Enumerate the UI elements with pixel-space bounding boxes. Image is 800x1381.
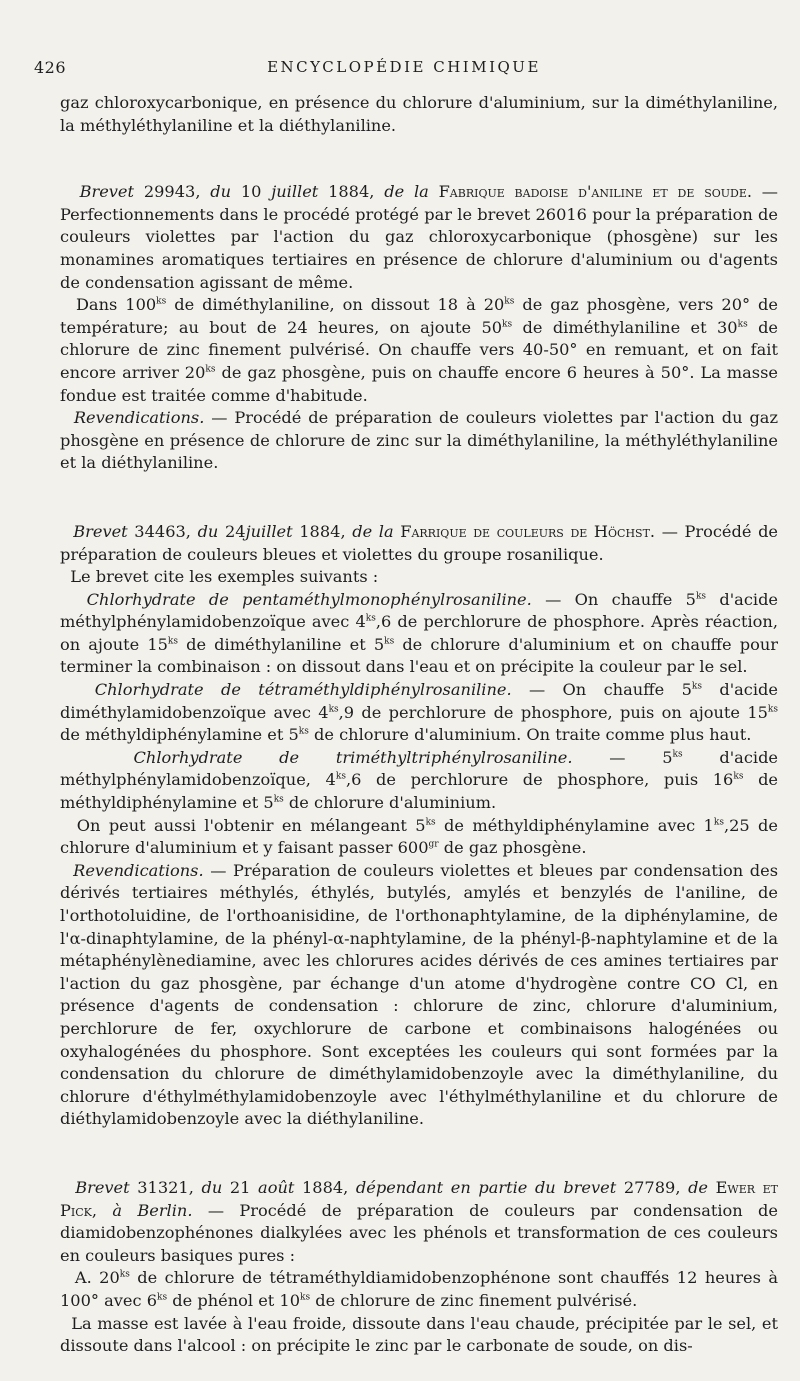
paragraph: A. $20^{ks}$ de chlorure de tétraméthyldiamidobenzophénone sont chauffés 12 heures à 100° avec $6^{ks}$ de phénol et $10^{ks}$ de chlorure de zinc finement pulvérisé. [60,1268,778,1310]
claims: Revendications. — Procédé de préparation de couleurs violettes par l'action du gaz phosgène en présence de chlorure de zinc sur la diméthylaniline, la méthyléthylaniline et la diéthylaniline. [60,408,778,473]
running-title: ENCYCLOPÉDIE CHIMIQUE [267,58,541,76]
patent-entry: Brevet 31321, du 21 août 1884, dépendant en partie du brevet 27789, de Ewer et Pick, à Berlin. — Procédé de préparation de couleurs par condensation de diamidobenzophénones dialkylées avec les phénols et transformation de ces couleurs en couleurs basiques pures : [60,1177,778,1265]
body-text [60,92,778,1358]
paragraph: On peut aussi l'obtenir en mélangeant $5^{ks}$ de méthyldiphénylamine avec $1^{ks},25$ de chlorure d'aluminium et y faisant passer $600^{gr}$ de gaz phosgène. [60,815,778,858]
claims: Revendications. — Préparation de couleurs violettes et bleues par condensation des dérivés tertiaires méthylés, éthylés, butylés, amylés et benzylés de l'aniline, de l'orthotoluidine, de l'orthoanisidine, de l'orthonaphtylamine, de la diphénylamine, de l'α-dinaphtylamine, de la phényl-α-naphtylamine, de la phényl-β-naphtylamine et de la métaphénylènediamine, avec les chlorures acides dérivés de ces amines tertiaires par l'action du gaz phosgène, par échange d'un atome d'hydrogène contre CO Cl, en présence d'agents de condensation : chlorure de zinc, chlorure d'aluminium, perchlorure de fer, oxychlorure de carbone et combinaisons halogénées ou oxyhalogénées du phosphore. Sont exceptées les couleurs qui sont formées par la condensation du chlorure de diméthylamidobenzoyle avec la diméthylaniline, du chlorure d'éthylméthylamidobenzoyle avec l'éthylméthylaniline et du chlorure de diéthylamidobenzoyle avec la diéthylaniline. [60,860,778,1129]
paragraph: gaz chloroxycarbonique, en présence du chlorure d'aluminium, sur la diméthylaniline, la méthyléthylaniline et la diéthylaniline. [60,93,778,135]
paragraph: Dans $100^{ks}$ de diméthylaniline, on dissout 18 à $20^{ks}$ de gaz phosgène, vers 20° de température; au bout de 24 heures, on ajoute $50^{ks}$ de diméthylaniline et $30^{ks}$ de chlorure de zinc finement pulvérisé. On chauffe vers 40-50° en remuant, et on fait encore arriver $20^{ks}$ de gaz phosgène, puis on chauffe encore 6 heures à 50°. La masse fondue est traitée comme d'habitude. [60,295,779,405]
paragraph: La masse est lavée à l'eau froide, dissoute dans l'eau chaude, précipitée par le sel, et dissoute dans l'alcool : on précipite le zinc par le carbonate de soude, on dis- [60,1313,778,1356]
example: Chlorhydrate de triméthyltriphénylrosaniline. — $5^{ks}$ d'acide méthylphénylamidobenzoïque, $4^{ks},6$ de perchlorure de phosphore, puis $16^{ks}$ de méthyldiphénylamine et $5^{ks}$ de chlorure d'aluminium. [60,747,779,813]
example: Chlorhydrate de pentaméthylmonophénylrosaniline. — On chauffe $5^{ks}$ d'acide méthylphénylamidobenzoïque avec $4^{ks},6$ de perchlorure de phosphore. Après réaction, on ajoute $15^{ks}$ de diméthylaniline et $5^{ks}$ de chlorure d'aluminium et on chauffe pour terminer la combinaison : on dissout dans l'eau et on précipite la couleur par le sel. [60,589,779,677]
patent-entry: Brevet 34463, du 24juillet 1884, de la Farrique de couleurs de Höchst. — Procédé de préparation de couleurs bleues et violettes du groupe rosanilique. [60,521,779,564]
page-number: 426 [34,58,67,77]
example: Chlorhydrate de tétraméthyldiphénylrosaniline. — On chauffe $5^{ks}$ d'acide diméthylamidobenzoïque avec $4^{ks},9$ de perchlorure de phosphore, puis on ajoute $15^{ks}$ de méthyldiphénylamine et $5^{ks}$ de chlorure d'aluminium. On traite comme plus haut. [60,680,778,745]
paragraph: Le brevet cite les exemples suivants : [70,567,379,587]
patent-entry: Brevet 29943, du 10 juillet 1884, de la Fabrique badoise d'aniline et de soude. — Perfectionnements dans le procédé protégé par le brevet 26016 pour la préparation de couleurs violettes par l'action du gaz chloroxycarbonique (phosgène) sur les monamines aromatiques tertiaires en présence de chlorure d'aluminium ou d'agents de condensation agissant de même. [60,182,778,292]
page-header [34,58,774,80]
